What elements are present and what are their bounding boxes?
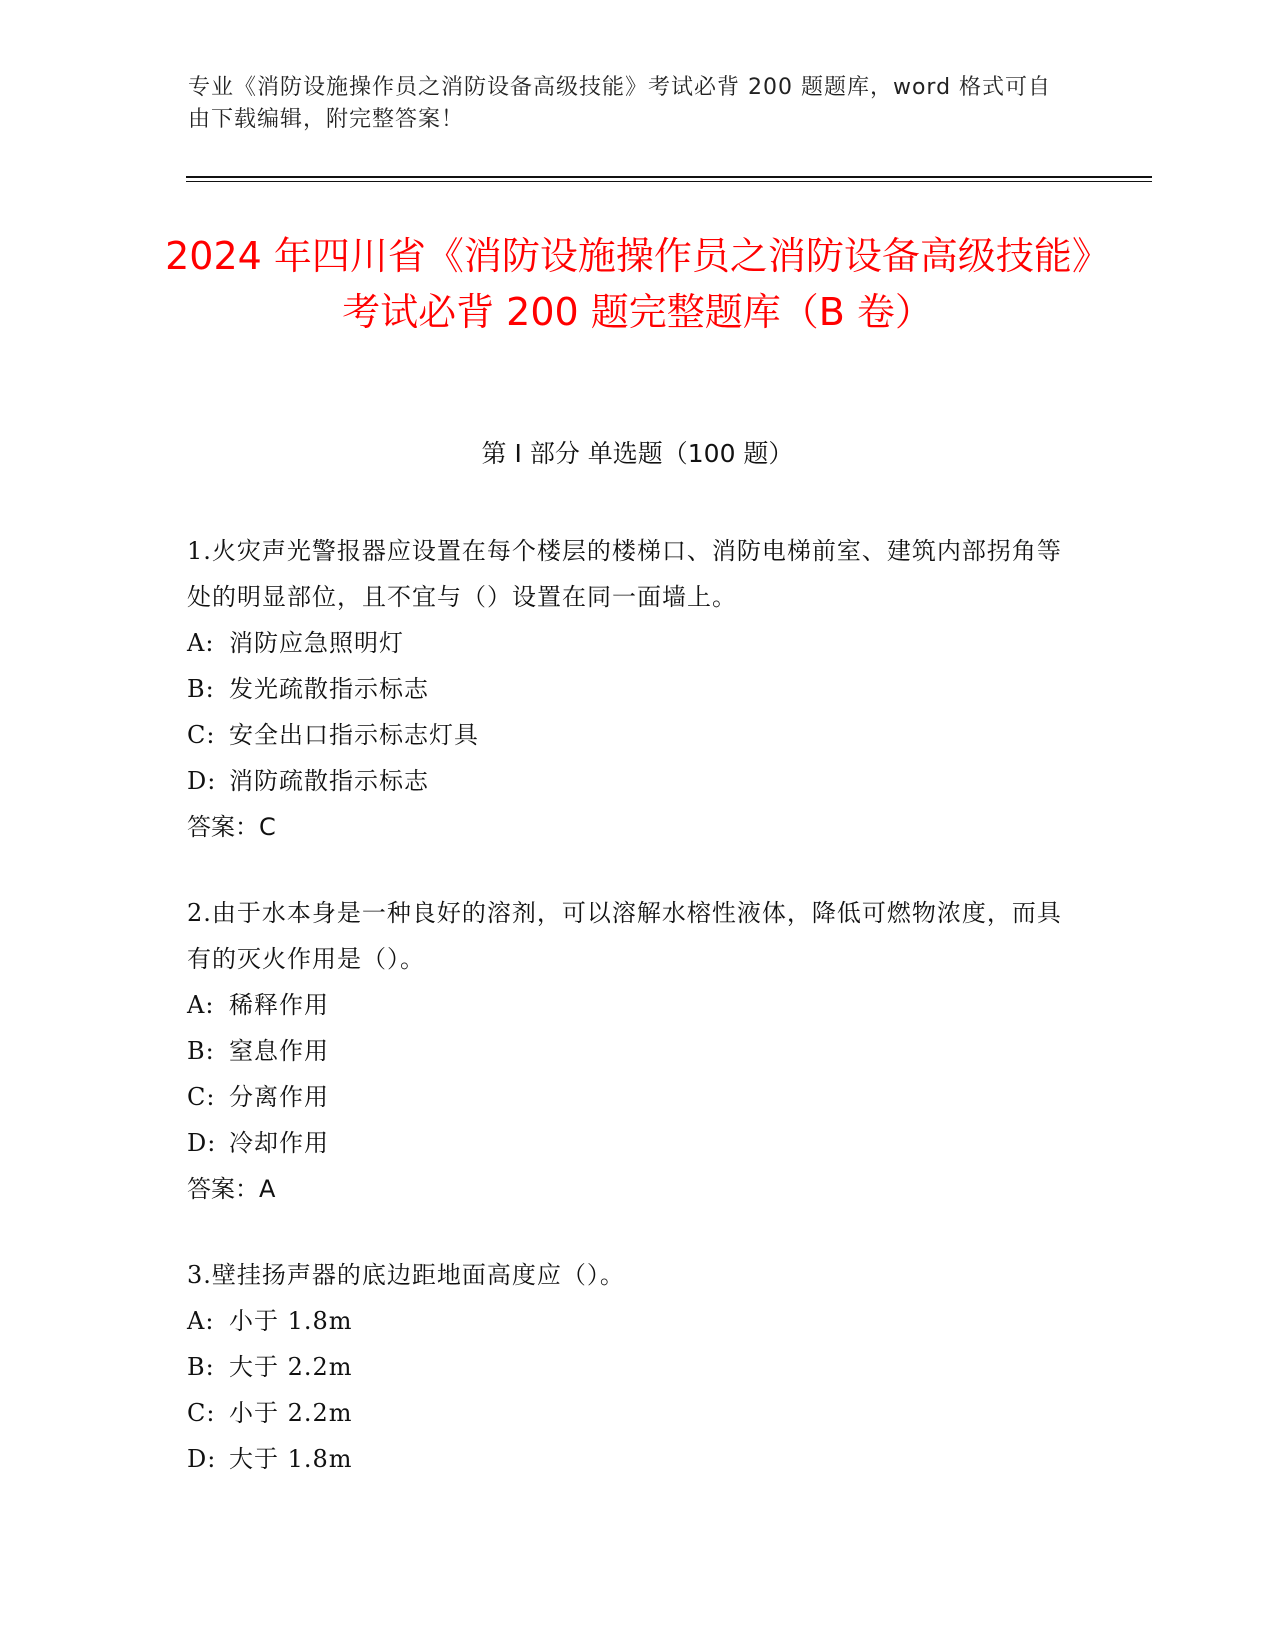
option-text: 大于 2.2m xyxy=(229,1353,353,1381)
option-b xyxy=(187,1344,1067,1390)
document-title: 2024 年四川省《消防设施操作员之消防设备高级技能》考试必背 200 题完整题库（B 卷） xyxy=(165,234,1110,334)
option-letter: B: xyxy=(187,1353,215,1381)
section-heading: 第 I 部分 单选题（100 题） xyxy=(481,439,794,468)
question-1 xyxy=(187,528,1067,850)
option-letter: A: xyxy=(187,1307,215,1335)
option-d xyxy=(187,1120,1067,1166)
question-stem: 3.壁挂扬声器的底边距地面高度应（）。 xyxy=(187,1261,625,1289)
option-d xyxy=(187,1436,1067,1482)
question-3 xyxy=(187,1252,1067,1482)
question-stem: 2.由于水本身是一种良好的溶剂，可以溶解水榕性液体，降低可燃物浓度，而具有的灭火作用是（）。 xyxy=(187,899,1062,973)
answer-line: 答案：C xyxy=(187,813,276,841)
option-d xyxy=(187,758,1067,804)
option-c xyxy=(187,1074,1067,1120)
option-letter: B: xyxy=(187,1037,215,1065)
option-b xyxy=(187,666,1067,712)
option-text: 小于 1.8m xyxy=(229,1307,353,1335)
question-list xyxy=(187,528,1067,1482)
option-a xyxy=(187,1298,1067,1344)
option-letter: C: xyxy=(187,1083,216,1111)
option-b xyxy=(187,1028,1067,1074)
option-letter: B: xyxy=(187,675,215,703)
option-c xyxy=(187,712,1067,758)
option-letter: C: xyxy=(187,721,216,749)
option-letter: D: xyxy=(187,767,217,795)
option-text: 发光疏散指示标志 xyxy=(229,675,429,703)
option-letter: A: xyxy=(187,629,215,657)
option-letter: D: xyxy=(187,1129,217,1157)
option-text: 分离作用 xyxy=(229,1083,329,1111)
option-a xyxy=(187,982,1067,1028)
question-2 xyxy=(187,890,1067,1212)
header-divider-thin xyxy=(186,181,1152,182)
option-text: 稀释作用 xyxy=(229,991,329,1019)
header-note: 专业《消防设施操作员之消防设备高级技能》考试必背 200 题题库，word 格式可自由下载编辑，附完整答案！ xyxy=(188,75,1052,132)
option-text: 消防应急照明灯 xyxy=(229,629,404,657)
option-text: 大于 1.8m xyxy=(229,1445,353,1473)
option-letter: A: xyxy=(187,991,215,1019)
option-text: 小于 2.2m xyxy=(229,1399,353,1427)
option-letter: D: xyxy=(187,1445,217,1473)
header-divider-thick xyxy=(186,176,1152,178)
option-text: 冷却作用 xyxy=(229,1129,329,1157)
option-text: 消防疏散指示标志 xyxy=(229,767,429,795)
question-stem: 1.火灾声光警报器应设置在每个楼层的楼梯口、消防电梯前室、建筑内部拐角等处的明显部位，且不宜与（）设置在同一面墙上。 xyxy=(187,537,1062,611)
option-c xyxy=(187,1390,1067,1436)
option-a xyxy=(187,620,1067,666)
option-text: 安全出口指示标志灯具 xyxy=(229,721,479,749)
option-text: 窒息作用 xyxy=(229,1037,329,1065)
option-letter: C: xyxy=(187,1399,216,1427)
answer-line: 答案：A xyxy=(187,1175,276,1203)
